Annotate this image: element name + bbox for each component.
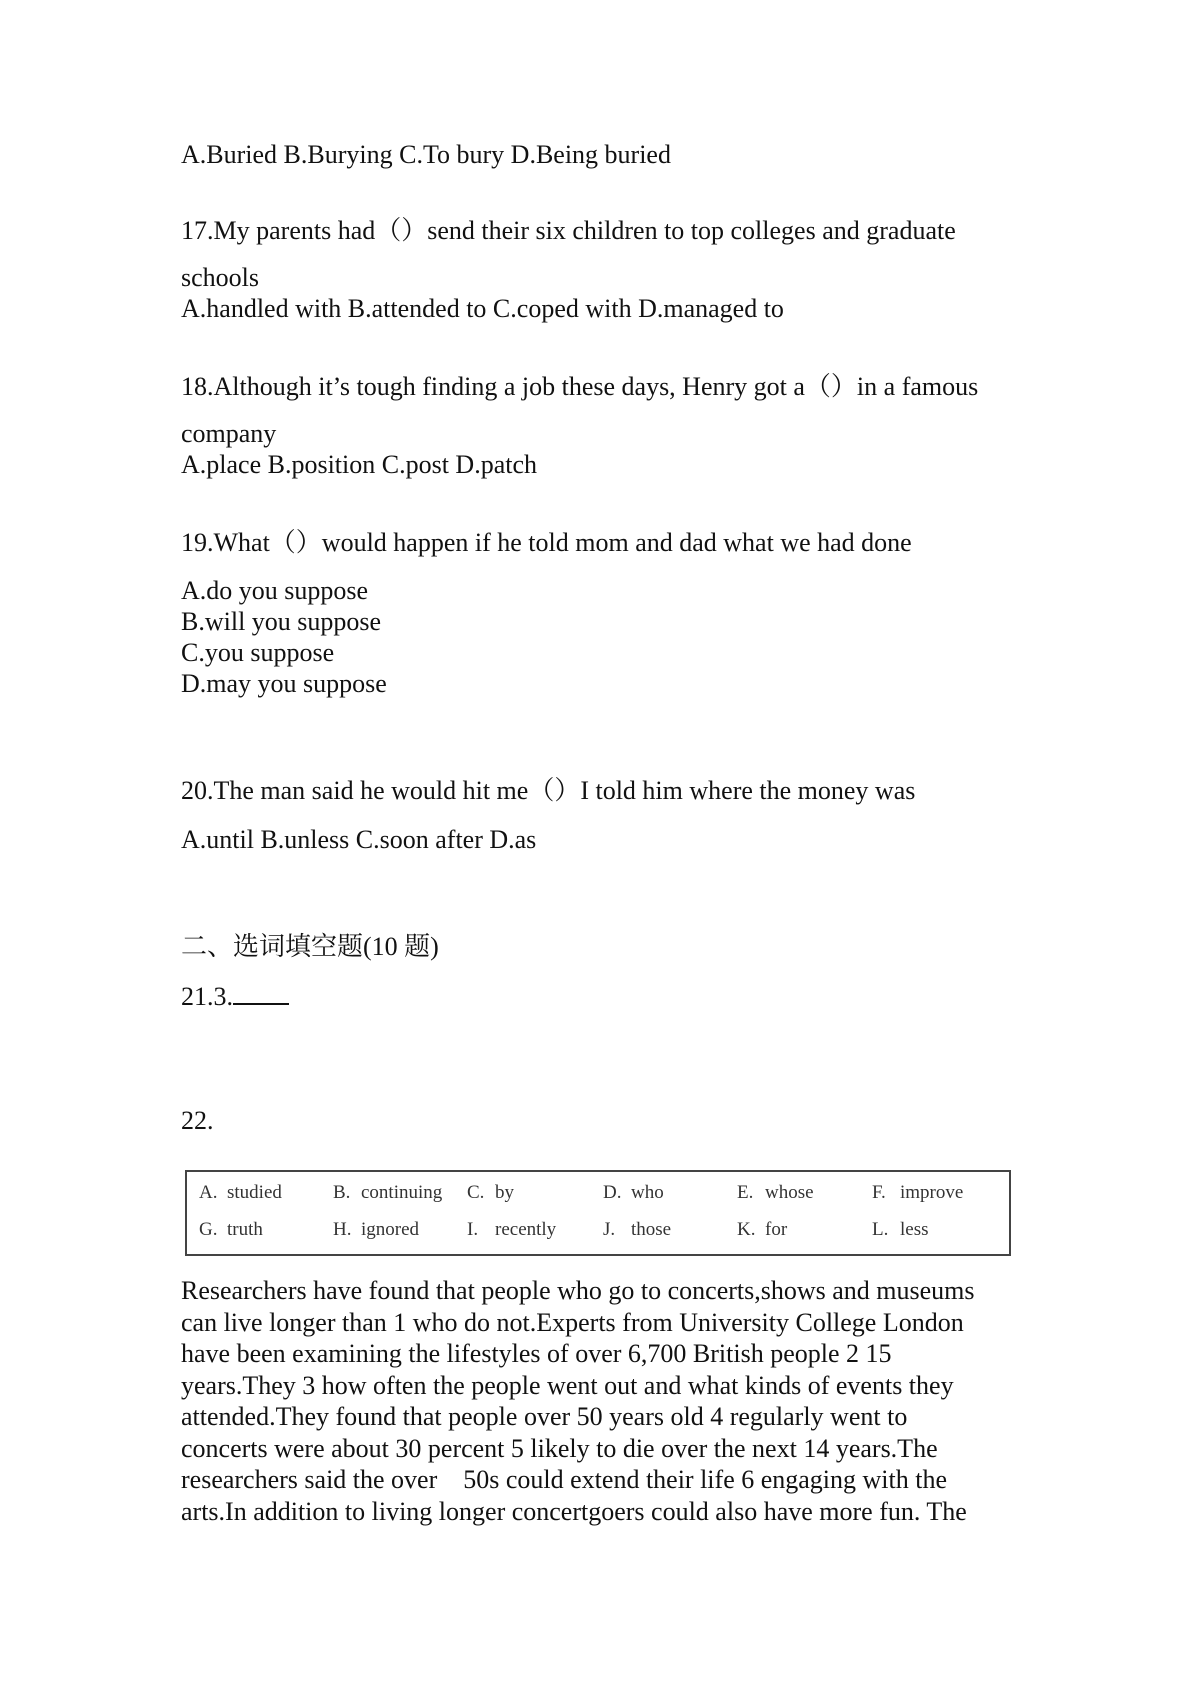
passage-line: years.They 3 how often the people went out and what kinds of events they xyxy=(181,1370,954,1400)
q22-label: 22. xyxy=(181,1106,214,1135)
q22-passage xyxy=(181,1275,1021,1527)
word-bank-item: A. studied xyxy=(199,1182,282,1203)
q17-options: A.handled with B.attended to C.coped with D.managed to xyxy=(181,294,784,323)
word-bank-row xyxy=(187,1219,1009,1249)
word-bank-item: J. those xyxy=(603,1219,672,1240)
q16-options: A.Buried B.Burying C.To bury D.Being buried xyxy=(181,140,671,169)
word-bank-item: C. by xyxy=(467,1182,514,1203)
passage-line: concerts were about 30 percent 5 likely to die over the next 14 years.The xyxy=(181,1433,938,1463)
word-bank-item: G. truth xyxy=(199,1219,263,1240)
word-bank-box xyxy=(185,1170,1011,1256)
q19-option-c: C.you suppose xyxy=(181,638,335,667)
word-bank-item: L. less xyxy=(872,1219,929,1240)
q18-stem-line1: 18.Although it’s tough finding a job these days, Henry got a（）in a famous xyxy=(181,372,979,401)
word-bank-item: E. whose xyxy=(737,1182,814,1203)
word-bank-item: H. ignored xyxy=(333,1219,420,1240)
q17-stem-line2: schools xyxy=(181,263,259,292)
q17-stem-line1: 17.My parents had（）send their six children to top colleges and graduate xyxy=(181,216,956,245)
word-bank-item: D. who xyxy=(603,1182,664,1203)
q19-stem: 19.What（）would happen if he told mom and dad what we had done xyxy=(181,528,912,557)
q20-stem: 20.The man said he would hit me（）I told him where the money was xyxy=(181,776,916,805)
passage-line: arts.In addition to living longer concertgoers could also have more fun. The xyxy=(181,1496,967,1526)
section2-heading: 二、选词填空题(10 题) xyxy=(181,932,439,961)
passage-line: attended.They found that people over 50 years old 4 regularly went to xyxy=(181,1402,908,1431)
q18-stem-line2: company xyxy=(181,419,277,448)
q21-label: 21.3. xyxy=(181,982,233,1011)
answer-blank[interactable] xyxy=(233,983,289,1005)
word-bank-item: I. recently xyxy=(467,1219,557,1240)
passage-line: Researchers have found that people who go to concerts,shows and museums xyxy=(181,1276,975,1305)
word-bank-item: F. improve xyxy=(872,1182,964,1203)
word-bank-row xyxy=(187,1182,1009,1212)
passage-line: can live longer than 1 who do not.Experts from University College London xyxy=(181,1307,964,1337)
q18-options: A.place B.position C.post D.patch xyxy=(181,450,538,479)
passage-line: researchers said the over 50s could extend their life 6 engaging with the xyxy=(181,1465,948,1494)
q19-option-d: D.may you suppose xyxy=(181,669,387,698)
word-bank-item: K. for xyxy=(737,1219,788,1240)
q20-options: A.until B.unless C.soon after D.as xyxy=(181,825,537,854)
passage-line: have been examining the lifestyles of over 6,700 British people 2 15 xyxy=(181,1339,892,1368)
word-bank-item: B. continuing xyxy=(333,1182,443,1203)
q19-option-b: B.will you suppose xyxy=(181,607,382,636)
q19-option-a: A.do you suppose xyxy=(181,576,369,605)
q21 xyxy=(181,982,289,1012)
